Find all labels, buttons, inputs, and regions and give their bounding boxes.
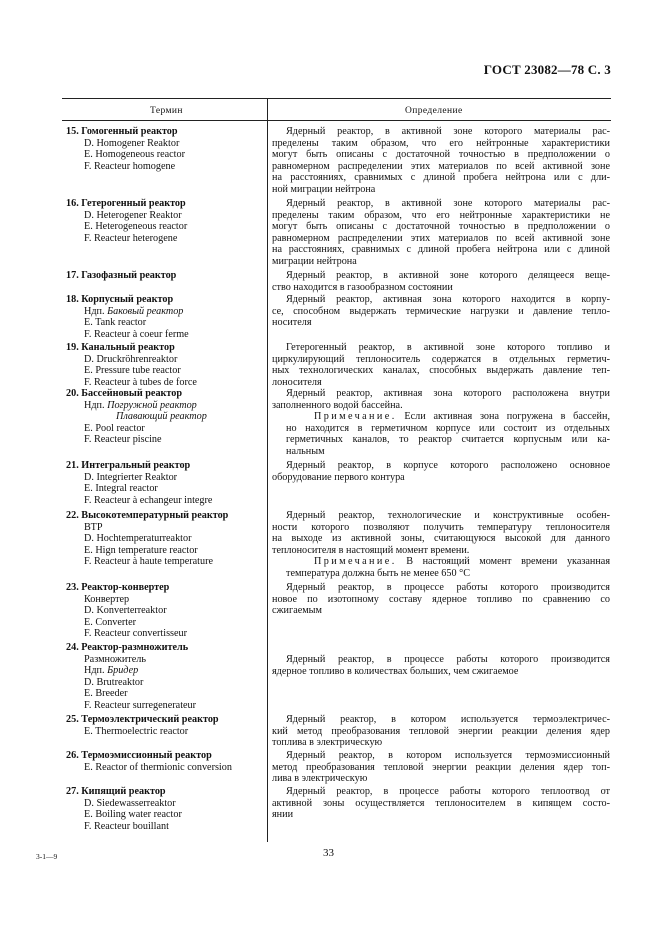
term-en: E. Thermoelectric reactor	[84, 725, 189, 737]
term-entry	[66, 714, 219, 737]
term-title: 23. Реактор-конвертер	[66, 582, 170, 593]
definition-line: Ядерный реактор, в активной зоне которого материалы рас-	[286, 126, 610, 137]
term-en: E. Tank reactor	[84, 317, 147, 329]
term-fr: F. Reacteur à tubes de force	[84, 376, 197, 388]
footer-code: 3-1—9	[36, 852, 58, 861]
definition-line: Ядерный реактор, в корпусе которого расположено основное	[286, 460, 610, 471]
definition-line: Ядерный реактор, активная зона которого находится в корпу-	[286, 294, 610, 305]
term-de: D. Siedewasserreaktor	[84, 797, 176, 809]
term-deprecated: Ндп. Бридер	[84, 665, 139, 677]
term-de: D. Integrierter Reaktor	[84, 471, 178, 483]
definition-line: миграции нейтрона	[272, 255, 357, 267]
definition-line: лива в электрическую	[272, 773, 368, 785]
document-code: ГОСТ 23082—78 С. 3	[483, 62, 611, 77]
term-de: D. Heterogener Reaktor	[84, 209, 182, 221]
definition-line: равномерном распределении этих материалов по всей активной зоне	[272, 160, 610, 172]
term-en: E. Pressure tube reactor	[84, 365, 181, 377]
term-en: E. Homogeneous reactor	[84, 149, 185, 161]
term-title: 17. Газофазный реактор	[66, 270, 177, 281]
term-entry	[66, 642, 196, 712]
term-en: E. Hign temperature reactor	[84, 544, 198, 556]
definition-line: на расстояниях, сравнимых с длиной пробега нейтрона или с длиной	[272, 244, 610, 256]
definition-line: кий метод преобразования тепловой энергии реакции деления ядер	[272, 725, 610, 737]
definition-line: оборудование первого контура	[272, 471, 405, 483]
term-fr: F. Reacteur bouillant	[84, 820, 169, 832]
definition-line: ных технологических каналах, способных выдержать давление теп-	[272, 365, 610, 377]
term-entry	[66, 198, 187, 244]
term-deprecated: Ндп. Баковый реактор	[84, 305, 184, 317]
definition-line: Ядерный реактор, технологические и конструктивные особен-	[286, 510, 610, 521]
term-fr: F. Reacteur convertisseur	[84, 628, 188, 640]
definition-entry	[272, 714, 610, 749]
definition-line: заполненного водой бассейна.	[272, 399, 403, 411]
definition-line: равномерном распределении этих материалов по всей активной зоне	[272, 232, 610, 244]
term-entry	[66, 126, 185, 172]
term-fr: F. Reacteur homogene	[84, 160, 176, 172]
term-abbrev: ВТР	[84, 521, 103, 533]
term-title: 15. Гомогенный реактор	[66, 126, 178, 137]
definition-line: теплоносителя в настоящий момент времени.	[272, 544, 470, 556]
definition-line: топлива в электрическую	[272, 737, 383, 749]
definition-entry	[272, 510, 610, 580]
term-en: E. Pool reactor	[84, 422, 145, 434]
page-number: 33	[323, 847, 334, 859]
definition-line: янии	[272, 809, 294, 821]
term-title: 21. Интегральный реактор	[66, 460, 191, 471]
definition-line: могут быть описаны с достаточной точностью в предположении о	[272, 149, 610, 161]
definition-entry	[272, 786, 610, 821]
definition-entry	[272, 126, 610, 196]
term-entry	[66, 460, 212, 506]
term-synonym: Конвертер	[84, 593, 130, 605]
note-line: нальным	[286, 445, 325, 457]
table-top-rule	[62, 98, 611, 99]
table-header-rule	[62, 120, 611, 121]
definition-line: Ядерный реактор, в процессе работы которого производится	[286, 654, 610, 665]
term-de: D. Konverterreaktor	[84, 605, 167, 617]
definition-entry	[272, 270, 610, 293]
term-title: 26. Термоэмиссионный реактор	[66, 750, 212, 761]
definition-line: пределены таким образом, что его нейтронные характеристики не	[272, 209, 610, 221]
definition-line: Ядерный реактор, в процессе работы которого теплоотвод от	[286, 786, 610, 797]
term-entry	[66, 270, 176, 282]
definition-entry	[272, 294, 610, 329]
term-en: E. Reactor of thermionic conversion	[84, 761, 232, 773]
definition-entry	[272, 342, 610, 388]
term-title: 27. Кипящий реактор	[66, 786, 166, 797]
definition-entry	[272, 654, 610, 677]
definition-entry	[272, 388, 610, 458]
term-de: D. Homogener Reaktor	[84, 137, 180, 149]
term-entry	[66, 582, 187, 640]
note-line: но находится в герметичном корпусе или состоит из отдельных	[286, 422, 610, 434]
header-definition: Определение	[405, 106, 463, 116]
term-deprecated: Ндп. Погружной реактор	[84, 399, 197, 411]
term-title: 16. Гетерогенный реактор	[66, 198, 186, 209]
term-en: E. Heterogeneous reactor	[84, 221, 188, 233]
definition-line: ядерное топливо в количествах больших, чем сжигаемое	[272, 665, 519, 677]
term-fr: F. Reacteur heterogene	[84, 232, 178, 244]
term-en: E. Boiling water reactor	[84, 809, 182, 821]
definition-line: лоносителя	[272, 376, 322, 388]
term-entry	[66, 510, 228, 568]
term-synonym: Размножитель	[84, 653, 146, 665]
term-title: 18. Корпусный реактор	[66, 294, 174, 305]
definition-line: Ядерный реактор, в котором используется термоэлектричес-	[286, 714, 610, 725]
term-deprecated-2: Плавающий реактор	[116, 411, 207, 423]
definition-line: новое по изотопному составу ядерное топливо по сравнению со	[272, 593, 610, 605]
term-de: D. Hochtemperaturreaktor	[84, 533, 192, 545]
note-line: Примечание. Если активная зона погружена в бассейн,	[314, 411, 610, 423]
header-term: Термин	[150, 106, 183, 116]
term-fr: F. Reacteur piscine	[84, 434, 162, 446]
definition-entry	[272, 460, 610, 483]
term-fr: F. Reacteur à echangeur integre	[84, 494, 213, 506]
definition-line: Гетерогенный реактор, в активной зоне которого топливо и	[286, 342, 610, 353]
definition-line: Ядерный реактор, активная зона которого расположена внутри	[286, 388, 610, 399]
term-fr: F. Reacteur surregenerateur	[84, 699, 197, 711]
definition-line: ство находится в газообразном состоянии	[272, 281, 453, 293]
term-title: 22. Высокотемпературный реактор	[66, 510, 229, 521]
term-en: E. Converter	[84, 616, 137, 628]
note-line: герметичных каналов, то реактор считается корпусным или ка-	[286, 434, 610, 446]
column-divider	[267, 121, 268, 842]
definition-entry	[272, 750, 610, 785]
definition-line: активной зоны осуществляется теплоносителем в кипящем состо-	[272, 797, 610, 809]
term-fr: F. Reacteur à coeur ferme	[84, 328, 189, 340]
term-title: 24. Реактор-размножитель	[66, 642, 189, 653]
term-entry	[66, 342, 197, 388]
definition-line: циркулирующий теплоноситель содержатся в отдельных герметич-	[272, 353, 610, 365]
definition-line: ной миграции нейтрона	[272, 183, 376, 195]
definition-line: пределены таким образом, что его нейтронные характеристики	[272, 137, 610, 149]
definition-entry	[272, 582, 610, 617]
term-de: D. Brutreaktor	[84, 676, 144, 688]
definition-line: се, способном выдержать термические нагрузки и давление тепло-	[272, 305, 610, 317]
term-en: E. Breeder	[84, 688, 128, 700]
term-en: E. Integral reactor	[84, 483, 158, 495]
definition-line: Ядерный реактор, в активной зоне которого делящееся веще-	[286, 270, 610, 281]
definition-line: метод преобразования тепловой энергии реакции деления ядер топ-	[272, 761, 610, 773]
note-line: температура должна быть не менее 650 °С	[286, 567, 471, 579]
term-fr: F. Reacteur à haute temperature	[84, 556, 214, 568]
term-entry	[66, 750, 232, 773]
definition-line: Ядерный реактор, в процессе работы которого производится	[286, 582, 610, 593]
definition-line: сжигаемым	[272, 605, 322, 617]
term-de: D. Druckröhrenreaktor	[84, 353, 178, 365]
definition-line: носителя	[272, 317, 312, 329]
definition-line: Ядерный реактор, в активной зоне которого материалы рас-	[286, 198, 610, 209]
term-title: 20. Бассейновый реактор	[66, 388, 183, 399]
definition-entry	[272, 198, 610, 268]
term-entry	[66, 294, 189, 340]
term-entry	[66, 786, 182, 832]
definition-line: Ядерный реактор, в котором используется термоэмиссионный	[286, 750, 610, 761]
definition-line: на выходе из активной зоны, считающуюся высокой для данного	[272, 533, 610, 545]
term-entry	[66, 388, 207, 446]
definition-line: могут быть описаны с достаточной точностью в предположении о	[272, 221, 610, 233]
definition-line: на расстояниях, сравнимых с длиной пробега нейтрона или с дли-	[272, 172, 610, 184]
definition-line: ности которого позволяют получить температуру теплоносителя	[272, 521, 610, 533]
note-line: Примечание. В настоящий момент времени указанная	[314, 556, 611, 568]
column-divider-header	[267, 99, 268, 120]
term-title: 19. Канальный реактор	[66, 342, 175, 353]
term-title: 25. Термоэлектрический реактор	[66, 714, 219, 725]
